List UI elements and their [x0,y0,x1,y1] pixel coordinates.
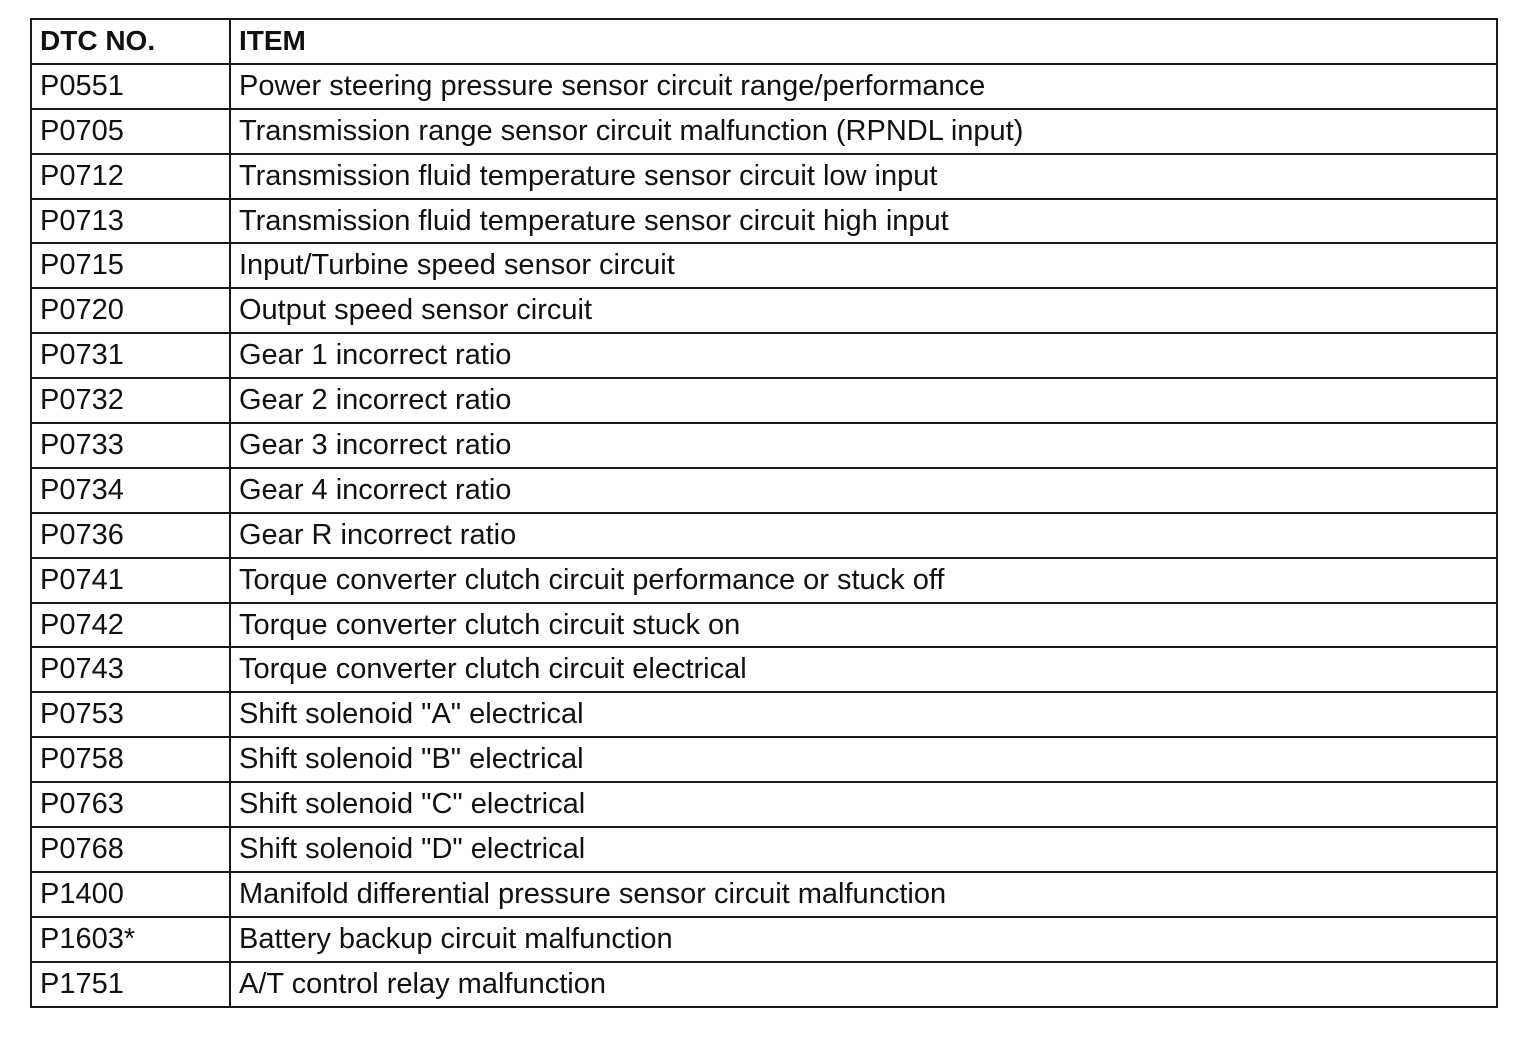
dtc-item: Shift solenoid "C" electrical [230,782,1497,827]
table-row [31,917,1497,962]
dtc-code: P0731 [31,333,230,378]
dtc-item: Manifold differential pressure sensor circuit malfunction [230,872,1497,917]
dtc-item: Gear 2 incorrect ratio [230,378,1497,423]
table-row [31,154,1497,199]
dtc-document [30,18,1496,1050]
table-row [31,468,1497,513]
dtc-code: P0715 [31,243,230,288]
table-row [31,647,1497,692]
dtc-item: Transmission range sensor circuit malfunction (RPNDL input) [230,109,1497,154]
dtc-table [30,18,1498,1008]
dtc-item: Shift solenoid "D" electrical [230,827,1497,872]
dtc-code: P0768 [31,827,230,872]
table-row [31,64,1497,109]
dtc-code: P0705 [31,109,230,154]
table-row [31,962,1497,1007]
dtc-code: P0720 [31,288,230,333]
dtc-code: P0733 [31,423,230,468]
table-row [31,333,1497,378]
table-row [31,288,1497,333]
table-header-row [31,19,1497,64]
dtc-code: P0753 [31,692,230,737]
dtc-item: Torque converter clutch circuit performance or stuck off [230,558,1497,603]
header-item: ITEM [230,19,1497,64]
table-row [31,737,1497,782]
dtc-item: Output speed sensor circuit [230,288,1497,333]
table-row [31,109,1497,154]
dtc-item: Power steering pressure sensor circuit range/performance [230,64,1497,109]
table-row [31,199,1497,244]
table-row [31,558,1497,603]
dtc-item: Shift solenoid "B" electrical [230,737,1497,782]
dtc-code: P0736 [31,513,230,558]
table-row [31,243,1497,288]
dtc-code: P0763 [31,782,230,827]
dtc-code: P0734 [31,468,230,513]
dtc-code: P1603* [31,917,230,962]
dtc-item: Transmission fluid temperature sensor circuit high input [230,199,1497,244]
dtc-item: Gear 1 incorrect ratio [230,333,1497,378]
dtc-code: P0551 [31,64,230,109]
dtc-item: Shift solenoid "A" electrical [230,692,1497,737]
table-row [31,423,1497,468]
dtc-item: Gear 4 incorrect ratio [230,468,1497,513]
dtc-code: P0713 [31,199,230,244]
table-row [31,513,1497,558]
dtc-item: Torque converter clutch circuit stuck on [230,603,1497,648]
dtc-item: A/T control relay malfunction [230,962,1497,1007]
dtc-item: Gear 3 incorrect ratio [230,423,1497,468]
dtc-code: P0741 [31,558,230,603]
dtc-item: Battery backup circuit malfunction [230,917,1497,962]
dtc-item: Transmission fluid temperature sensor circuit low input [230,154,1497,199]
header-dtc-no: DTC NO. [31,19,230,64]
table-row [31,378,1497,423]
dtc-item: Gear R incorrect ratio [230,513,1497,558]
dtc-code: P0742 [31,603,230,648]
dtc-code: P0732 [31,378,230,423]
dtc-code: P0712 [31,154,230,199]
dtc-code: P1400 [31,872,230,917]
dtc-item: Input/Turbine speed sensor circuit [230,243,1497,288]
dtc-item: Torque converter clutch circuit electrical [230,647,1497,692]
dtc-code: P1751 [31,962,230,1007]
dtc-code: P0758 [31,737,230,782]
dtc-code: P0743 [31,647,230,692]
table-row [31,827,1497,872]
table-row [31,782,1497,827]
table-row [31,603,1497,648]
table-row [31,692,1497,737]
table-row [31,872,1497,917]
